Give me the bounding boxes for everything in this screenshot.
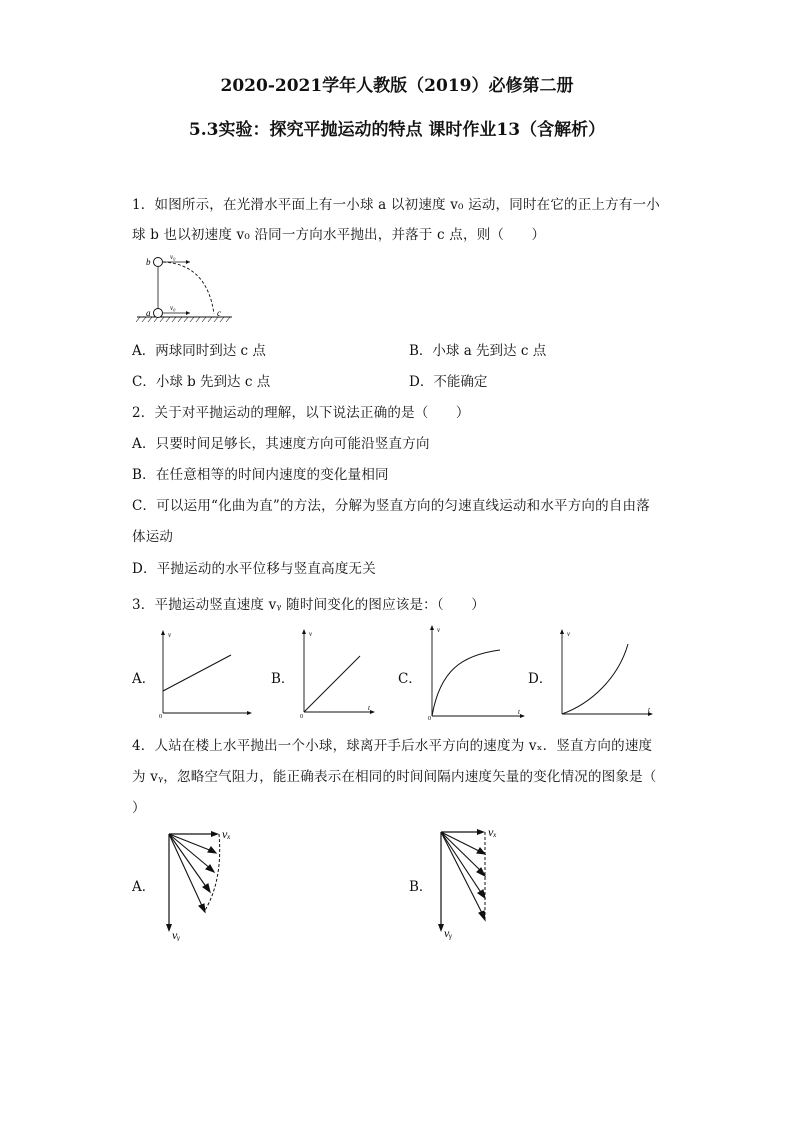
title-line-2: 5.3实验：探究平抛运动的特点 课时作业13（含解析） bbox=[188, 120, 606, 140]
svg-text:v: v bbox=[437, 626, 441, 634]
q1-figure bbox=[132, 250, 247, 328]
q3-graph-a bbox=[155, 625, 255, 720]
ball-a bbox=[154, 309, 163, 318]
svg-text:0: 0 bbox=[428, 716, 431, 720]
ball-b bbox=[154, 258, 163, 267]
svg-text:vₓ: vₓ bbox=[488, 826, 497, 839]
q3-graph-b bbox=[294, 624, 380, 720]
q1-stem-line-2: 球 b 也以初速度 v₀ 沿同一方向水平抛出，并落于 c 点，则（ ） bbox=[132, 227, 546, 243]
q4-graph-a bbox=[160, 826, 240, 941]
q4-label-b[interactable]: B． bbox=[409, 879, 433, 895]
q3-graph-c bbox=[422, 620, 532, 720]
svg-text:t: t bbox=[648, 706, 650, 714]
q3-label-c[interactable]: C． bbox=[398, 671, 422, 687]
q1-label-b: b bbox=[146, 257, 151, 267]
q4-label-a[interactable]: A． bbox=[132, 879, 156, 895]
q3-stem: 3．平抛运动竖直速度 vᵧ 随时间变化的图应该是：（ ） bbox=[132, 597, 485, 613]
q2-stem: 2．关于对平抛运动的理解，以下说法正确的是（ ） bbox=[132, 405, 470, 421]
q2-option-c-line-1[interactable]: C．可以运用“化曲为直”的方法，分解为竖直方向的匀速直线运动和水平方向的自由落 bbox=[132, 498, 650, 514]
q1-v0-top-label: v₀ bbox=[170, 253, 176, 261]
q3-graph-d bbox=[550, 624, 660, 720]
title-line-1: 2020-2021学年人教版（2019）必修第二册 bbox=[220, 76, 574, 96]
q1-option-a[interactable]: A．两球同时到达 c 点 bbox=[132, 343, 266, 359]
svg-text:0: 0 bbox=[159, 714, 162, 720]
q3-label-a[interactable]: A． bbox=[132, 671, 156, 687]
q4-stem-line-3: ） bbox=[132, 800, 146, 816]
q3-label-d[interactable]: D． bbox=[528, 671, 553, 687]
q1-option-d[interactable]: D．不能确定 bbox=[409, 374, 488, 390]
svg-text:vᵧ: vᵧ bbox=[444, 926, 453, 940]
q1-option-c[interactable]: C．小球 b 先到达 c 点 bbox=[132, 374, 271, 390]
q4-graph-b bbox=[432, 826, 512, 941]
q3-graph-b-line bbox=[304, 656, 360, 712]
q2-option-c-line-2[interactable]: 体运动 bbox=[132, 529, 174, 545]
q1-option-b[interactable]: B．小球 a 先到达 c 点 bbox=[409, 343, 547, 359]
q1-stem-line-1: 1．如图所示，在光滑水平面上有一小球 a 以初速度 v₀ 运动，同时在它的正上方有一小 bbox=[132, 197, 660, 213]
svg-text:0: 0 bbox=[300, 714, 303, 720]
q3-graph-c-curve bbox=[432, 650, 500, 716]
svg-text:t: t bbox=[518, 708, 520, 716]
q3-graph-a-line bbox=[163, 655, 231, 691]
svg-text:vₓ: vₓ bbox=[222, 827, 231, 841]
q1-v0-bottom-label: v₀ bbox=[170, 304, 176, 312]
q3-label-b[interactable]: B． bbox=[271, 671, 295, 687]
q2-option-d[interactable]: D．平抛运动的水平位移与竖直高度无关 bbox=[132, 561, 376, 577]
q4-stem-line-1: 4．人站在楼上水平抛出一个小球，球离开手后水平方向的速度为 vₓ．竖直方向的速度 bbox=[132, 738, 653, 754]
q1-label-c: c bbox=[217, 308, 221, 318]
svg-text:v: v bbox=[168, 631, 172, 639]
q1-label-a: a bbox=[146, 308, 151, 318]
q4-stem-line-2: 为 vᵧ，忽略空气阻力，能正确表示在相同的时间间隔内速度矢量的变化情况的图象是（ bbox=[132, 769, 657, 785]
q3-graph-d-curve bbox=[562, 644, 628, 714]
svg-text:t: t bbox=[368, 704, 370, 712]
svg-text:vᵧ: vᵧ bbox=[172, 928, 181, 941]
svg-text:v: v bbox=[567, 630, 571, 638]
q2-option-b[interactable]: B．在任意相等的时间内速度的变化量相同 bbox=[132, 467, 389, 483]
svg-text:v: v bbox=[309, 630, 313, 638]
q2-option-a[interactable]: A．只要时间足够长，其速度方向可能沿竖直方向 bbox=[132, 436, 430, 452]
